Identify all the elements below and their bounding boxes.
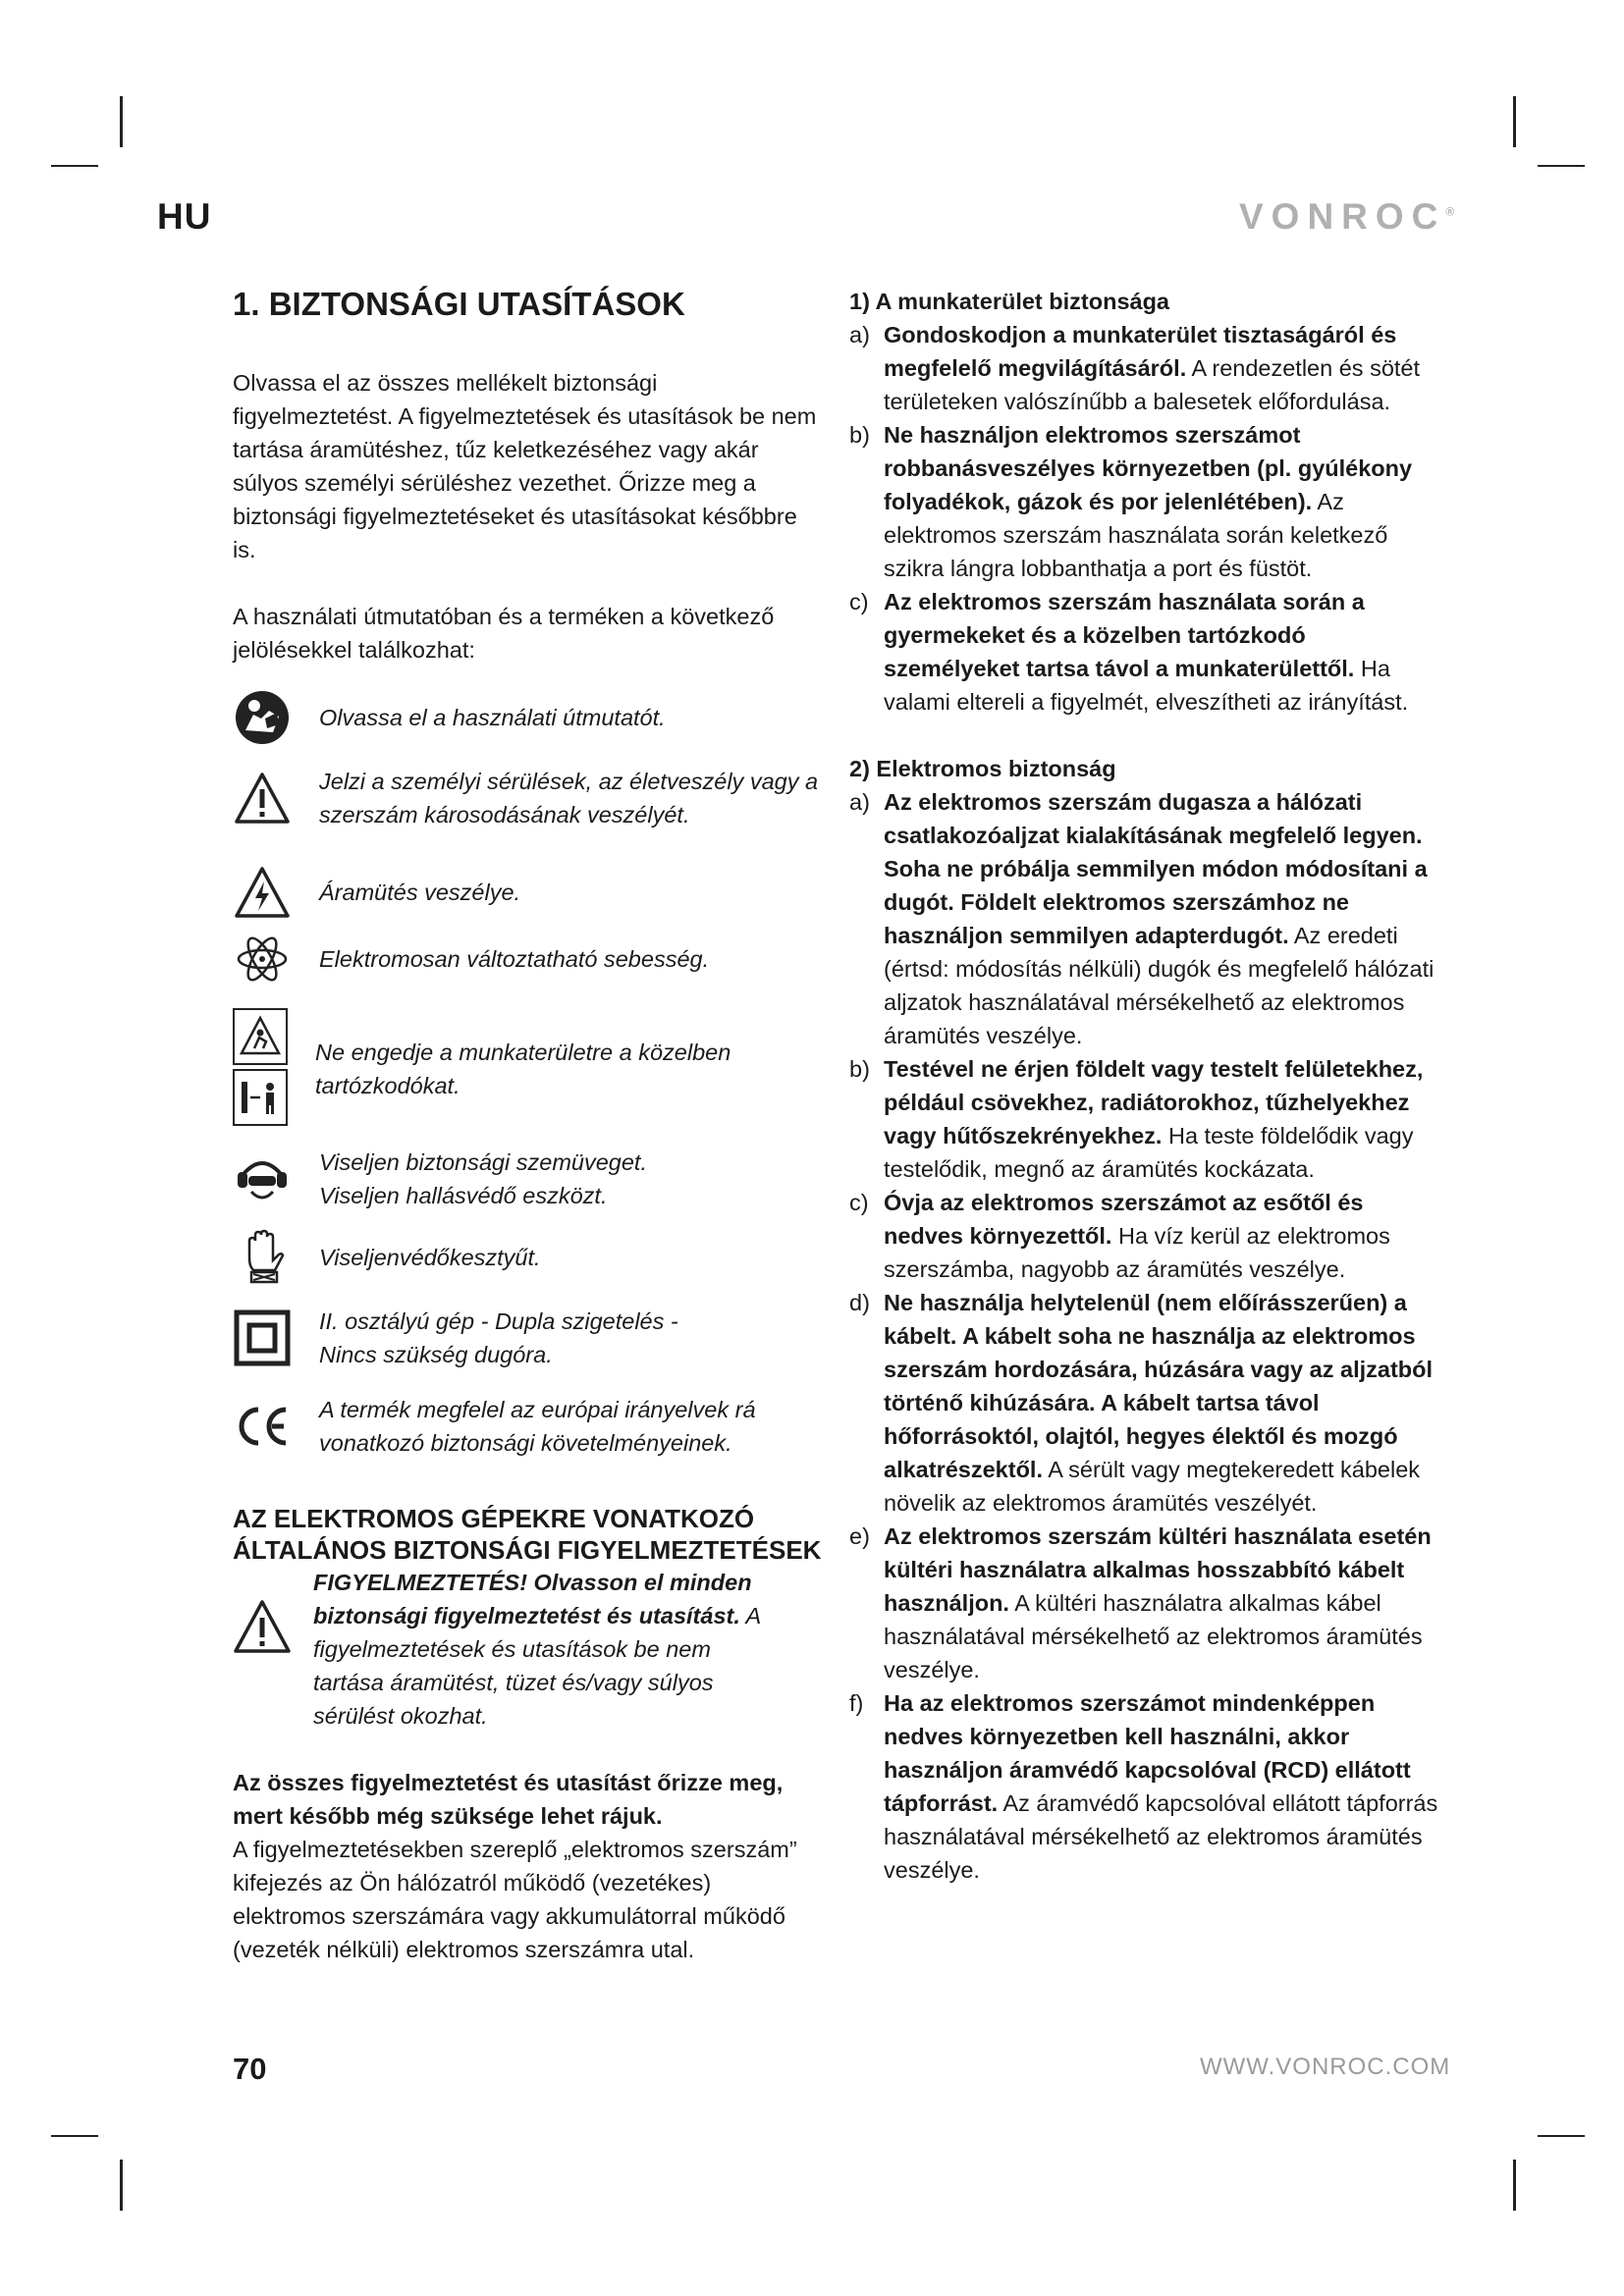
electric-shock-icon xyxy=(233,863,292,922)
symbol-row-manual xyxy=(233,688,822,747)
language-code: HU xyxy=(157,196,212,237)
warning-triangle-icon xyxy=(233,769,292,828)
item-bold: Ne használja helytelenül (nem előírásszerűen) a kábelt. A kábelt soha ne használja az elektromos szerszám hordozására, húzására vagy az aljzatból történő kihúzására. A kábelt tartsa távol hőforrásoktól, olajtól, hegyes élektől és mozgó alkatrészektől. xyxy=(884,1290,1434,1482)
list-item xyxy=(849,1186,1438,1286)
warning-rest: A figyelmeztetések és utasítások be nem tartása áramütést, tüzet és/vagy súlyos sérülést okozhat. xyxy=(313,1603,761,1729)
item-text: Az áramvédő kapcsolóval ellátott tápforrás használatával mérsékelhető az elektromos áramütés veszélye. xyxy=(884,1790,1438,1883)
left-column xyxy=(233,285,822,1966)
crop-mark xyxy=(120,96,123,147)
item-bold: Óvja az elektromos szerszámot az esőtől és nedves környezettől. xyxy=(884,1190,1364,1249)
symbol-row-danger xyxy=(233,765,822,831)
symbol-text-speed: Elektromosan változtatható sebesség. xyxy=(319,946,710,972)
warning-text xyxy=(313,1566,785,1733)
item-text: Ha valami eltereli a figyelmét, elveszítheti az irányítást. xyxy=(884,656,1409,715)
right-column xyxy=(849,285,1438,1887)
brand-logo: VONROC® xyxy=(1239,196,1455,237)
item-marker: e) xyxy=(849,1523,870,1549)
ear-protection-line: Viseljen hallásvédő eszközt. xyxy=(319,1183,608,1208)
symbol-row-shock xyxy=(233,863,822,922)
crop-mark xyxy=(1538,165,1585,167)
work-area-safety-title: 1) A munkaterület biztonsága xyxy=(849,289,1170,314)
intro-paragraph: Olvassa el az összes mellékelt biztonsági figyelmeztetést. A figyelmeztetések és utasítások be nem tartása áramütéshez, tűz keletkezéséhez vagy akár súlyos személyi sérüléshez vezethet. Őrizze meg a biztonsági figyelmeztetéseket és utasításokat későbbre is. xyxy=(233,370,817,562)
list-item xyxy=(849,318,1438,418)
symbol-text-class2: II. osztályú gép - Dupla szigetelés - Nincs szükség dugóra. xyxy=(319,1308,678,1367)
symbol-text-ce: A termék megfelel az európai irányelvek rá vonatkozó biztonsági követelményeinek. xyxy=(319,1397,756,1456)
read-manual-icon xyxy=(233,688,292,747)
symbol-row-goggles xyxy=(233,1146,822,1212)
bystander-icons xyxy=(233,1008,288,1130)
item-marker: a) xyxy=(849,322,870,347)
warning-triangle-icon xyxy=(233,1599,296,1662)
symbol-text-danger: Jelzi a személyi sérülések, az életveszély vagy a szerszám károsodásának veszélyét. xyxy=(319,769,819,828)
double-insulation-icon xyxy=(233,1308,292,1367)
hazard-person-icon xyxy=(233,1008,288,1065)
item-text: A sérült vagy megtekeredett kábelek növelik az elektromos áramütés veszélyét. xyxy=(884,1457,1421,1516)
crop-mark xyxy=(51,2135,98,2137)
gloves-icon xyxy=(233,1228,292,1287)
list-item xyxy=(849,1286,1438,1520)
list-item xyxy=(849,785,1438,1052)
item-text: Az elektromos szerszám használata során keletkező szikra lángra lobbanthatja a port és füstöt. xyxy=(884,489,1388,581)
electrical-safety-title: 2) Elektromos biztonság xyxy=(849,756,1116,781)
list-item xyxy=(849,1052,1438,1186)
crop-mark xyxy=(51,165,98,167)
symbols-intro: A használati útmutatóban és a terméken a következő jelölésekkel találkozhat: xyxy=(233,604,775,663)
page-number: 70 xyxy=(233,2052,267,2086)
symbol-text-manual: Olvassa el a használati útmutatót. xyxy=(319,705,666,730)
crop-mark xyxy=(1538,2135,1585,2137)
item-marker: c) xyxy=(849,589,869,614)
website-url: WWW.VONROC.COM xyxy=(1200,2054,1451,2080)
item-bold: Gondoskodjon a munkaterület tisztaságáról és megfelelő megvilágításáról. xyxy=(884,322,1397,381)
symbol-row-class2 xyxy=(233,1305,822,1371)
keep-instructions-text: A figyelmeztetésekben szereplő „elektromos szerszám” kifejezés az Ön hálózatról működő (vezetékes) elektromos szerszámára vagy akkumulátorral működő (vezeték nélküli) elektromos szerszámra utal. xyxy=(233,1837,797,1962)
crop-mark xyxy=(120,2160,123,2211)
symbol-text-shock: Áramütés veszélye. xyxy=(319,880,521,905)
item-marker: b) xyxy=(849,1056,870,1082)
crop-mark xyxy=(1513,2160,1516,2211)
list-item xyxy=(849,418,1438,585)
symbol-row-speed xyxy=(233,930,822,988)
item-marker: f) xyxy=(849,1690,864,1716)
item-marker: a) xyxy=(849,789,870,815)
crop-mark xyxy=(1513,96,1516,147)
item-text: A rendezetlen és sötét területeken valószínűbb a balesetek előfordulása. xyxy=(884,355,1421,414)
item-bold: Az elektromos szerszám dugasza a hálózati csatlakozóaljzat kialakításának megfelelő legyen. Soha ne próbálja semmilyen módon módosítani a dugót. Földelt elektromos szerszámhoz ne használjon semmilyen adapterdugót. xyxy=(884,789,1428,948)
brand-name: VONROC xyxy=(1239,196,1446,237)
general-warnings-heading: AZ ELEKTROMOS GÉPEKRE VONATKOZÓ ÁLTALÁNOS BIZTONSÁGI FIGYELMEZTETÉSEK xyxy=(233,1504,822,1565)
symbol-text-goggles xyxy=(319,1146,647,1212)
goggles-line: Viseljen biztonsági szemüveget. xyxy=(319,1149,647,1175)
item-bold: Az elektromos szerszám használata során a gyermekeket és a közelben tartózkodó személyeket tartsa távol a munkaterülettől. xyxy=(884,589,1365,681)
keep-away-icon xyxy=(233,1069,288,1126)
item-text: Az eredeti (értsd: módosítás nélküli) dugók és megfelelő hálózati aljzatok használatával mérsékelhető az elektromos áramütés veszélye. xyxy=(884,923,1435,1048)
item-bold: Az elektromos szerszám kültéri használata esetén kültéri használatra alkalmas hosszabbító kábelt használjon. xyxy=(884,1523,1432,1616)
goggles-ear-protection-icon xyxy=(233,1149,292,1208)
symbol-text-bystanders: Ne engedje a munkaterületre a közelben tartózkodókat. xyxy=(315,1040,731,1098)
list-item xyxy=(849,585,1438,719)
item-text: Ha víz kerül az elektromos szerszámba, nagyobb az áramütés veszélye. xyxy=(884,1223,1390,1282)
item-bold: Testével ne érjen földelt vagy testelt felületekhez, például csövekhez, radiátorokhoz, tűzhelyekhez vagy hűtőszekrényekhez. xyxy=(884,1056,1424,1148)
keep-instructions-bold: Az összes figyelmeztetést és utasítást őrizze meg, mert később még szüksége lehet rájuk. xyxy=(233,1770,784,1829)
item-marker: b) xyxy=(849,422,870,448)
item-text: Ha teste földelődik vagy testelődik, megnő az áramütés kockázata. xyxy=(884,1123,1414,1182)
item-bold: Ne használjon elektromos szerszámot robbanásveszélyes környezetben (pl. gyúlékony folyadékok, gázok és por jelenlétében). xyxy=(884,422,1413,514)
symbol-row-bystanders xyxy=(233,1008,822,1130)
warning-block xyxy=(233,1566,822,1733)
symbol-text-gloves: Viseljenvédőkesztyűt. xyxy=(319,1245,541,1270)
section-title: 1. BIZTONSÁGI UTASÍTÁSOK xyxy=(233,286,685,322)
item-marker: c) xyxy=(849,1190,869,1215)
symbol-row-gloves xyxy=(233,1228,822,1287)
symbol-row-ce xyxy=(233,1393,822,1460)
variable-speed-icon xyxy=(233,930,292,988)
warning-bold: FIGYELMEZTETÉS! Olvasson el minden biztonsági figyelmeztetést és utasítást. xyxy=(313,1570,752,1629)
ce-mark-icon xyxy=(233,1397,292,1456)
item-text: A kültéri használatra alkalmas kábel használatával mérsékelhető az elektromos áramütés veszélye. xyxy=(884,1590,1423,1682)
item-bold: Ha az elektromos szerszámot mindenképpen nedves környezetben kell használni, akkor használjon áramvédő kapcsolóval (RCD) ellátott tápforrást. xyxy=(884,1690,1411,1816)
list-item xyxy=(849,1520,1438,1686)
item-marker: d) xyxy=(849,1290,870,1315)
list-item xyxy=(849,1686,1438,1887)
